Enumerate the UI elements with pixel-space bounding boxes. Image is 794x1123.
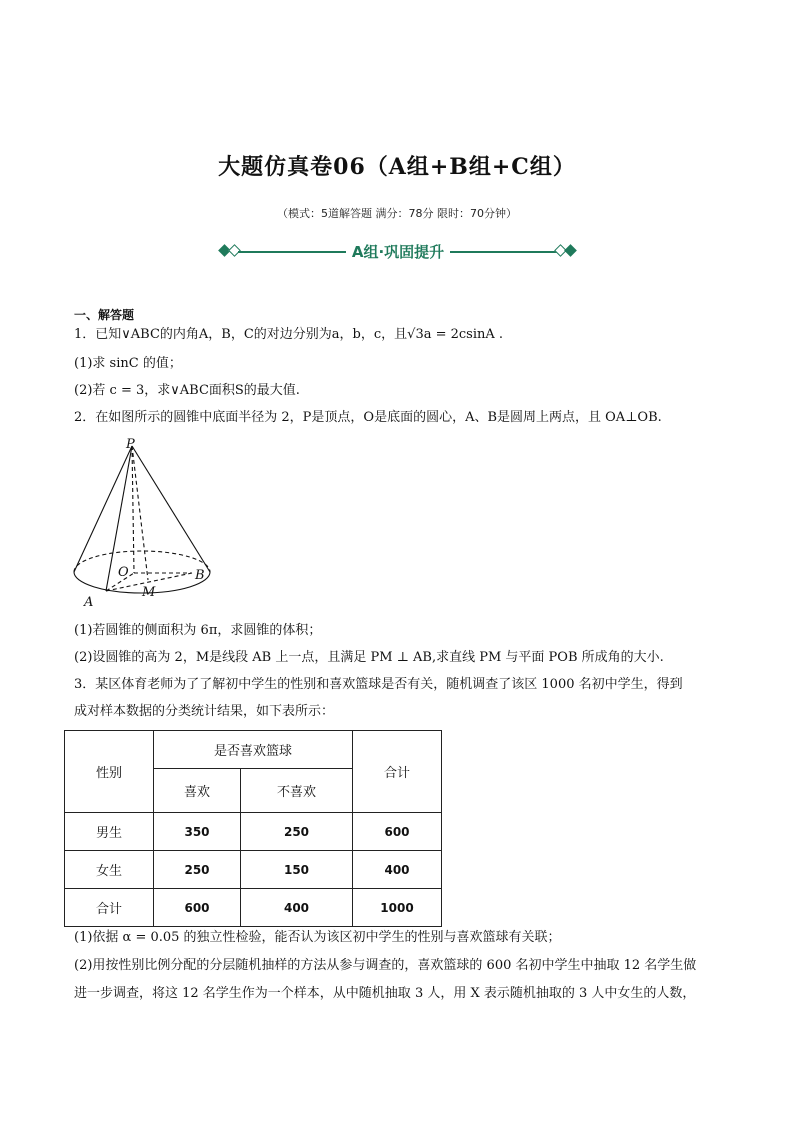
q3-stem-line1: 3．某区体育老师为了了解初中学生的性别和喜欢篮球是否有关，随机调查了该区 1000 名初中学生，得到 bbox=[74, 677, 683, 692]
section-heading: 一、解答题 bbox=[74, 308, 135, 322]
label-b: B bbox=[195, 568, 205, 583]
cone-figure bbox=[66, 436, 216, 612]
cell-total: 400 bbox=[353, 851, 442, 889]
q3-stem-line2: 成对样本数据的分类统计结果，如下表所示： bbox=[74, 704, 335, 719]
banner-label: A组·巩固提升 bbox=[346, 243, 450, 261]
label-p: P bbox=[126, 437, 135, 452]
header-total: 合计 bbox=[353, 731, 442, 813]
label-o: O bbox=[118, 565, 129, 580]
cell-dislike: 250 bbox=[241, 813, 353, 851]
slant-right bbox=[132, 446, 210, 572]
header-group: 是否喜欢篮球 bbox=[154, 731, 353, 769]
label-m: M bbox=[142, 585, 156, 600]
section-banner bbox=[218, 241, 578, 263]
cell-like: 250 bbox=[154, 851, 241, 889]
exam-info: （模式：5道解答题 满分：78分 限时：70分钟） bbox=[277, 207, 517, 220]
base-back-arc bbox=[74, 551, 210, 572]
q3-part2-line1: (2)用按性别比例分配的分层随机抽样的方法从参与调查的，喜欢篮球的 600 名初中学生中抽取 12 名学生做 bbox=[74, 958, 697, 973]
cell-total: 1000 bbox=[353, 889, 442, 927]
slant-left bbox=[74, 446, 132, 572]
row-label: 男生 bbox=[65, 813, 154, 851]
q1-part1: (1)求 sinC 的值； bbox=[74, 356, 182, 371]
cell-like: 350 bbox=[154, 813, 241, 851]
q2-part1: (1)若圆锥的侧面积为 6π，求圆锥的体积； bbox=[74, 623, 322, 638]
q2-part2: (2)设圆锥的高为 2，M是线段 AB 上一点，且满足 PM ⊥ AB,求直线 PM 与平面 POB 所成角的大小. bbox=[74, 650, 664, 665]
segment-pm bbox=[132, 446, 148, 580]
label-a: A bbox=[84, 595, 94, 610]
stats-table bbox=[64, 730, 442, 927]
cell-dislike: 150 bbox=[241, 851, 353, 889]
segment-po bbox=[132, 446, 134, 573]
q1-stem: 1．已知∨ABC的内角A，B，C的对边分别为a，b，c，且√3a = 2csinA . bbox=[74, 327, 504, 342]
cell-like: 600 bbox=[154, 889, 241, 927]
q2-stem: 2．在如图所示的圆锥中底面半径为 2，P是顶点，O是底面的圆心，A、B是圆周上两点，且 OA⊥OB. bbox=[74, 410, 662, 425]
cell-dislike: 400 bbox=[241, 889, 353, 927]
q3-part1: (1)依据 α = 0.05 的独立性检验，能否认为该区初中学生的性别与喜欢篮球有关联； bbox=[74, 930, 561, 945]
header-dislike: 不喜欢 bbox=[241, 769, 353, 813]
page-title: 大题仿真卷06（A组+B组+C组） bbox=[218, 154, 576, 180]
header-like: 喜欢 bbox=[154, 769, 241, 813]
table-row bbox=[65, 851, 442, 889]
row-label: 女生 bbox=[65, 851, 154, 889]
row-label: 合计 bbox=[65, 889, 154, 927]
q1-part2: (2)若 c = 3，求∨ABC面积S的最大值. bbox=[74, 383, 300, 398]
table-row bbox=[65, 889, 442, 927]
table-row bbox=[65, 813, 442, 851]
header-gender: 性别 bbox=[65, 731, 154, 813]
cell-total: 600 bbox=[353, 813, 442, 851]
q3-part2-line2: 进一步调查，将这 12 名学生作为一个样本，从中随机抽取 3 人，用 X 表示随机抽取的 3 人中女生的人数， bbox=[74, 986, 696, 1001]
